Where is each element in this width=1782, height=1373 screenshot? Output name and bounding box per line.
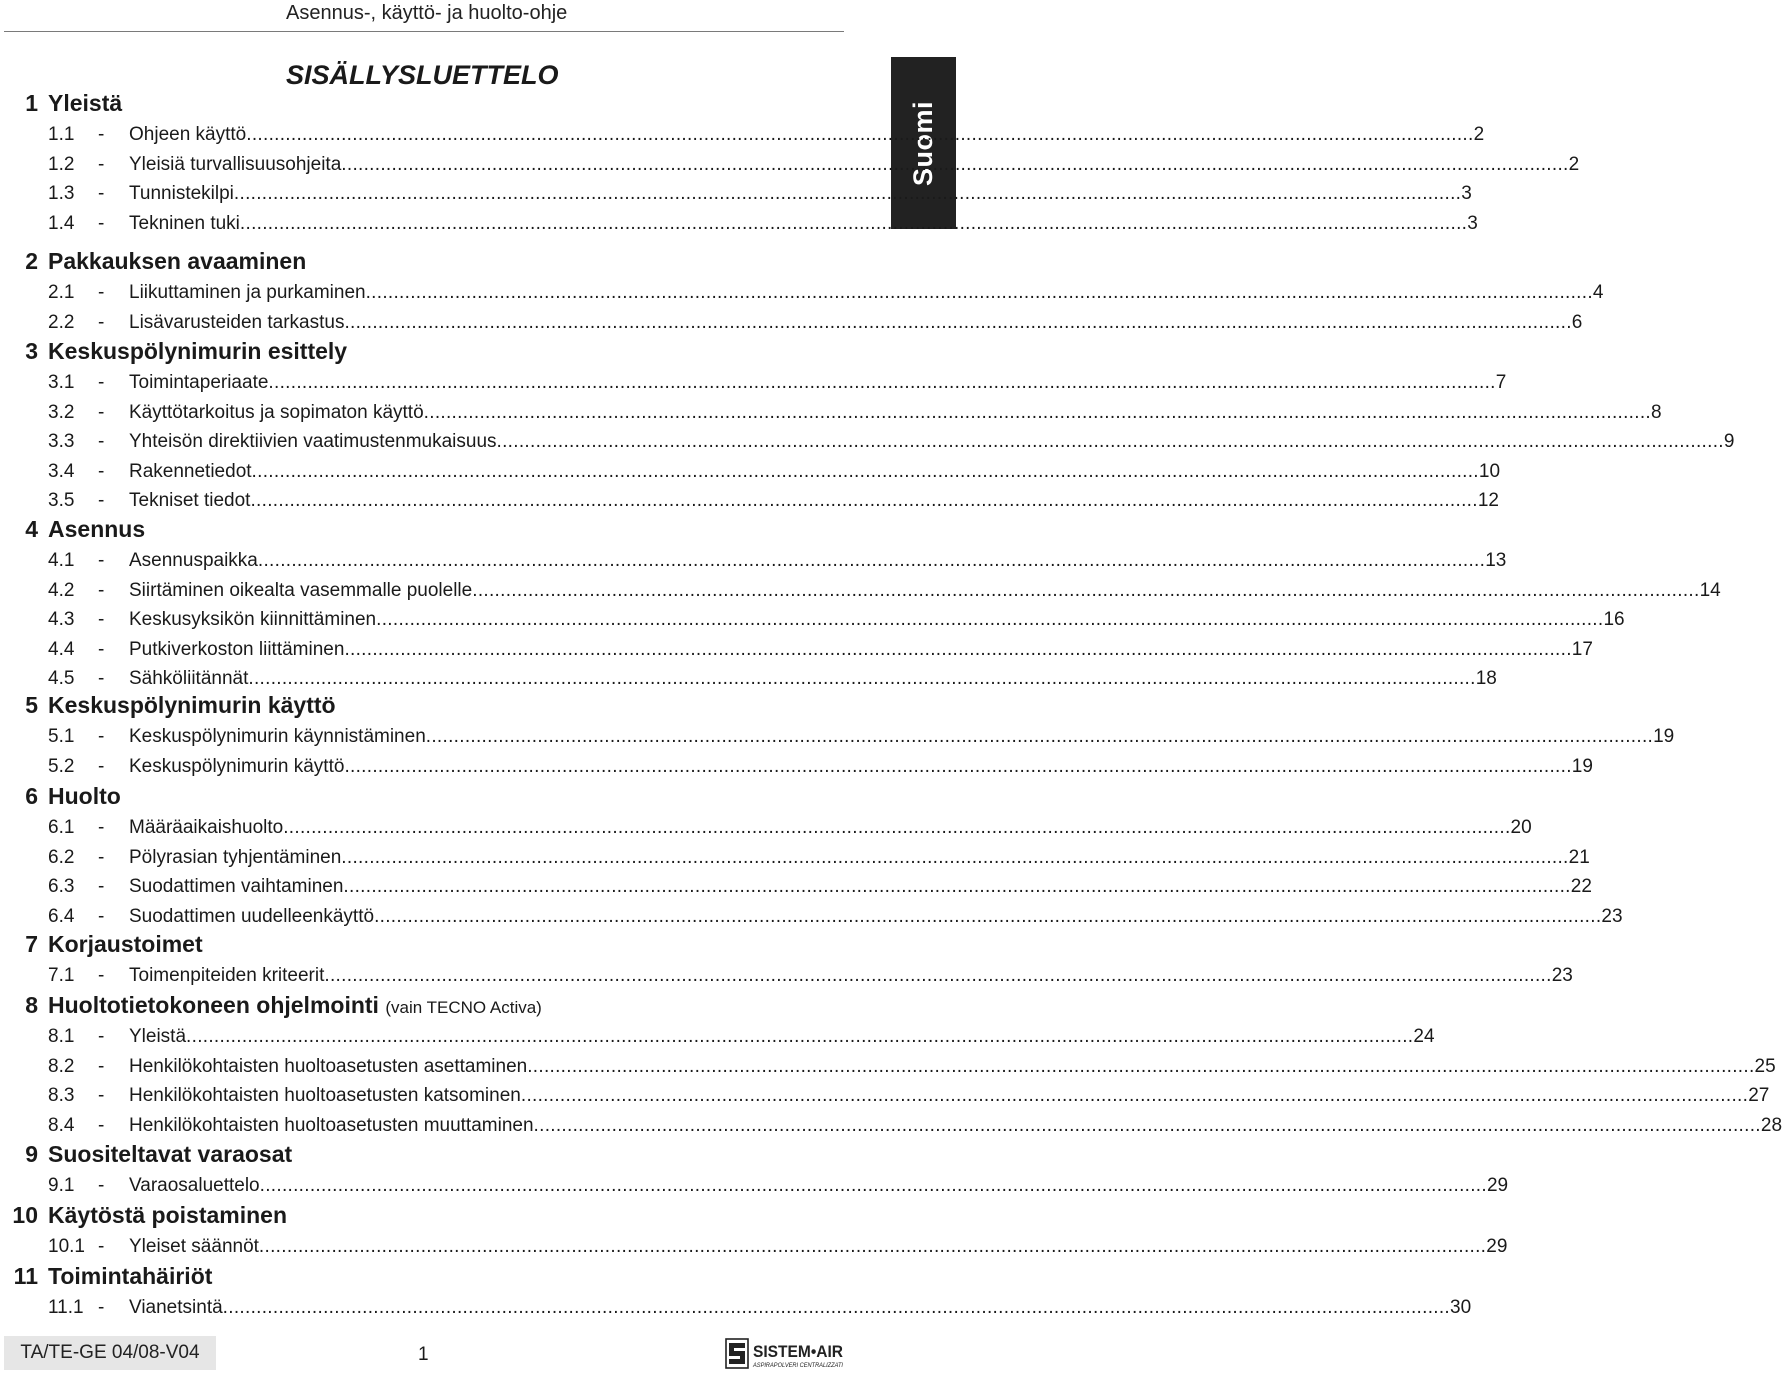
- toc-entry[interactable]: [0, 461, 1501, 489]
- entry-number: 8.3: [48, 1085, 75, 1106]
- entry-number: 2.1: [48, 282, 75, 303]
- section-number: 7: [25, 931, 38, 957]
- entry-number: 3.3: [48, 431, 75, 452]
- entry-page-number: 19: [1653, 726, 1675, 747]
- toc-entry[interactable]: [0, 847, 1590, 875]
- entry-line: [129, 1056, 1776, 1078]
- entry-line: [129, 431, 1735, 453]
- entry-dash: -: [98, 282, 105, 303]
- toc-entry[interactable]: [0, 124, 1485, 152]
- toc-entry[interactable]: [0, 213, 1478, 241]
- entry-line: [129, 580, 1721, 602]
- entry-title: Suodattimen uudelleenkäyttö: [129, 906, 375, 927]
- entry-page-number: 23: [1551, 965, 1573, 986]
- language-tab-label: Suomi: [908, 100, 939, 186]
- toc-entry[interactable]: [0, 1297, 1472, 1325]
- entry-line: [129, 461, 1501, 483]
- entry-dash: -: [98, 876, 105, 897]
- entry-page-number: 17: [1571, 639, 1593, 660]
- entry-dash: -: [98, 1175, 105, 1196]
- entry-leader: ............................................................................................................................................................................................................................: [222, 1297, 1451, 1318]
- entry-line: [129, 965, 1573, 987]
- entry-number: 4.4: [48, 639, 75, 660]
- section-number: 11: [13, 1263, 38, 1289]
- entry-page-number: 21: [1568, 847, 1590, 868]
- toc-entry[interactable]: [0, 183, 1472, 211]
- entry-number: 7.1: [48, 965, 75, 986]
- entry-page-number: 28: [1760, 1115, 1782, 1136]
- entry-number: 1.1: [48, 124, 75, 145]
- page-number: 1: [418, 1344, 429, 1365]
- entry-title: Tunnistekilpi: [129, 183, 234, 204]
- entry-leader: ............................................................................................................................................................................................................................: [344, 312, 1572, 333]
- entry-page-number: 23: [1601, 906, 1623, 927]
- toc-entry[interactable]: [0, 817, 1532, 845]
- entry-leader: ............................................................................................................................................................................................................................: [186, 1026, 1414, 1047]
- entry-dash: -: [98, 639, 105, 660]
- section-number: 5: [25, 692, 38, 718]
- section-number: 8: [25, 992, 38, 1018]
- entry-leader: ............................................................................................................................................................................................................................: [248, 668, 1476, 689]
- section-number: 10: [12, 1202, 38, 1228]
- entry-leader: ............................................................................................................................................................................................................................: [341, 154, 1569, 175]
- entry-title: Asennuspaikka: [129, 550, 258, 571]
- toc-entry[interactable]: [0, 282, 1604, 310]
- entry-dash: -: [98, 1115, 105, 1136]
- entry-page-number: 3: [1461, 183, 1472, 204]
- entry-title: Pölyrasian tyhjentäminen: [129, 847, 342, 868]
- section-title: [48, 1141, 292, 1168]
- section-title: [48, 90, 122, 117]
- toc-entry[interactable]: [0, 490, 1499, 518]
- entry-leader: ............................................................................................................................................................................................................................: [344, 639, 1572, 660]
- entry-dash: -: [98, 1085, 105, 1106]
- entry-leader: ............................................................................................................................................................................................................................: [520, 1085, 1749, 1106]
- entry-leader: ............................................................................................................................................................................................................................: [246, 124, 1474, 145]
- section-title: [48, 338, 347, 365]
- entry-dash: -: [98, 668, 105, 689]
- entry-title: Henkilökohtaisten huoltoasetusten muuttaminen: [129, 1115, 534, 1136]
- entry-page-number: 13: [1485, 550, 1507, 571]
- section-title: [48, 516, 145, 543]
- entry-leader: ............................................................................................................................................................................................................................: [527, 1056, 1755, 1077]
- section-note: (vain TECNO Activa): [385, 998, 542, 1017]
- entry-title: Yhteisön direktiivien vaatimustenmukaisuus: [129, 431, 497, 452]
- header-title: Asennus-, käyttö- ja huolto-ohje: [286, 2, 568, 24]
- entry-line: [129, 639, 1593, 661]
- toc-entry[interactable]: [0, 372, 1507, 400]
- entry-line: [129, 906, 1623, 928]
- sistemair-logo: [725, 1337, 845, 1370]
- toc-entry[interactable]: [0, 639, 1593, 667]
- entry-number: 6.1: [48, 817, 75, 838]
- entry-page-number: 7: [1495, 372, 1507, 393]
- entry-number: 4.5: [48, 668, 75, 689]
- toc-entry[interactable]: [0, 312, 1583, 340]
- entry-page-number: 30: [1450, 1297, 1472, 1318]
- section-title: [48, 783, 121, 810]
- entry-line: [129, 847, 1590, 869]
- entry-title: Tekniset tiedot: [129, 490, 251, 511]
- toc-entry[interactable]: [0, 726, 1675, 754]
- entry-title: Tekninen tuki: [129, 213, 240, 234]
- entry-dash: -: [98, 372, 105, 393]
- entry-number: 9.1: [48, 1175, 75, 1196]
- entry-leader: ............................................................................................................................................................................................................................: [233, 183, 1462, 204]
- entry-dash: -: [98, 1026, 105, 1047]
- entry-line: [129, 756, 1593, 778]
- toc-entry[interactable]: [0, 609, 1625, 637]
- entry-leader: ............................................................................................................................................................................................................................: [324, 965, 1552, 986]
- entry-leader: ............................................................................................................................................................................................................................: [250, 490, 1478, 511]
- toc-entry[interactable]: [0, 431, 1735, 459]
- entry-line: [129, 490, 1499, 512]
- entry-title: Ohjeen käyttö: [129, 124, 247, 145]
- entry-page-number: 8: [1651, 402, 1662, 423]
- entry-title: Rakennetiedot: [129, 461, 252, 482]
- entry-dash: -: [98, 580, 105, 601]
- entry-page-number: 19: [1571, 756, 1593, 777]
- logo-mark-icon: [726, 1339, 748, 1368]
- entry-leader: ............................................................................................................................................................................................................................: [365, 282, 1593, 303]
- entry-page-number: 25: [1754, 1056, 1776, 1077]
- toc-entry[interactable]: [0, 1085, 1770, 1113]
- entry-title: Siirtäminen oikealta vasemmalle puolelle: [129, 580, 473, 601]
- entry-line: [129, 1026, 1435, 1048]
- entry-leader: ............................................................................................................................................................................................................................: [341, 847, 1569, 868]
- entry-number: 4.3: [48, 609, 75, 630]
- entry-number: 6.4: [48, 906, 75, 927]
- entry-page-number: 9: [1723, 431, 1735, 452]
- entry-page-number: 18: [1475, 668, 1497, 689]
- entry-title: Yleisiä turvallisuusohjeita: [129, 154, 342, 175]
- entry-title: Yleiset säännöt: [129, 1236, 259, 1257]
- toc-entry[interactable]: [0, 1056, 1776, 1084]
- entry-line: [129, 154, 1580, 176]
- entry-leader: ............................................................................................................................................................................................................................: [343, 876, 1571, 897]
- entry-title: Toimintaperiaate: [129, 372, 269, 393]
- section-title: [48, 992, 542, 1019]
- section-title: [48, 1202, 287, 1229]
- entry-dash: -: [98, 550, 105, 571]
- section-title-text: Suositeltavat varaosat: [48, 1141, 293, 1167]
- toc-entry[interactable]: [0, 906, 1623, 934]
- entry-page-number: 24: [1413, 1026, 1435, 1047]
- entry-number: 4.1: [48, 550, 75, 571]
- entry-line: [129, 876, 1592, 898]
- entry-title: Vianetsintä: [129, 1297, 223, 1318]
- entry-leader: ............................................................................................................................................................................................................................: [374, 906, 1602, 927]
- entry-leader: ............................................................................................................................................................................................................................: [533, 1115, 1761, 1136]
- entry-page-number: 3: [1467, 213, 1478, 234]
- entry-number: 6.2: [48, 847, 75, 868]
- section-title-text: Käytöstä poistaminen: [48, 1202, 287, 1228]
- entry-line: [129, 817, 1532, 839]
- entry-page-number: 27: [1748, 1085, 1770, 1106]
- entry-dash: -: [98, 312, 105, 333]
- entry-line: [129, 124, 1485, 146]
- section-number: 1: [25, 90, 38, 116]
- entry-dash: -: [98, 402, 105, 423]
- entry-leader: ............................................................................................................................................................................................................................: [344, 756, 1572, 777]
- entry-line: [129, 668, 1497, 690]
- entry-dash: -: [98, 490, 105, 511]
- entry-leader: ............................................................................................................................................................................................................................: [283, 817, 1511, 838]
- entry-number: 3.2: [48, 402, 75, 423]
- entry-title: Yleistä: [129, 1026, 187, 1047]
- entry-dash: -: [98, 817, 105, 838]
- entry-number: 5.1: [48, 726, 75, 747]
- entry-line: [129, 1297, 1472, 1319]
- section-title-text: Keskuspölynimurin esittely: [48, 338, 348, 364]
- entry-dash: -: [98, 461, 105, 482]
- entry-dash: -: [98, 726, 105, 747]
- entry-leader: ............................................................................................................................................................................................................................: [258, 1236, 1487, 1257]
- entry-title: Määräaikaishuolto: [129, 817, 284, 838]
- entry-title: Sähköliitännät: [129, 668, 249, 689]
- entry-title: Keskuspölynimurin käyttö: [129, 756, 345, 777]
- section-title: [48, 248, 306, 275]
- section-title-text: Huolto: [48, 783, 121, 809]
- entry-dash: -: [98, 1297, 105, 1318]
- toc-entry[interactable]: [0, 1115, 1782, 1143]
- entry-line: [129, 1085, 1770, 1107]
- entry-line: [129, 609, 1625, 631]
- section-title-text: Asennus: [48, 516, 146, 542]
- section-number: 4: [25, 516, 38, 542]
- entry-title: Henkilökohtaisten huoltoasetusten asettaminen: [129, 1056, 528, 1077]
- entry-leader: ............................................................................................................................................................................................................................: [496, 431, 1724, 452]
- entry-line: [129, 372, 1507, 394]
- entry-leader: ............................................................................................................................................................................................................................: [268, 372, 1496, 393]
- entry-title: Toimenpiteiden kriteerit: [129, 965, 325, 986]
- toc-entry[interactable]: [0, 1175, 1509, 1203]
- toc-entry[interactable]: [0, 965, 1573, 993]
- entry-page-number: 14: [1699, 580, 1721, 601]
- entry-leader: ............................................................................................................................................................................................................................: [425, 726, 1654, 747]
- entry-number: 3.5: [48, 490, 75, 511]
- entry-dash: -: [98, 183, 105, 204]
- entry-line: [129, 1115, 1782, 1137]
- toc-entry[interactable]: [0, 154, 1580, 182]
- entry-dash: -: [98, 154, 105, 175]
- entry-line: [129, 726, 1675, 748]
- section-number: 3: [25, 338, 38, 364]
- entry-page-number: 2: [1568, 154, 1580, 175]
- toc-entry[interactable]: [0, 1026, 1435, 1054]
- toc-entry[interactable]: [0, 550, 1507, 578]
- entry-page-number: 16: [1603, 609, 1625, 630]
- entry-title: Lisävarusteiden tarkastus: [129, 312, 345, 333]
- section-number: 2: [25, 248, 38, 274]
- section-number: 9: [25, 1141, 38, 1167]
- entry-page-number: 10: [1478, 461, 1501, 482]
- entry-dash: -: [98, 756, 105, 777]
- entry-number: 8.4: [48, 1115, 75, 1136]
- entry-number: 5.2: [48, 756, 75, 777]
- entry-leader: ............................................................................................................................................................................................................................: [472, 580, 1700, 601]
- entry-dash: -: [98, 431, 105, 452]
- entry-dash: -: [98, 847, 105, 868]
- entry-page-number: 6: [1571, 312, 1583, 333]
- entry-page-number: 22: [1570, 876, 1592, 897]
- toc-entry[interactable]: [0, 1236, 1508, 1264]
- section-title-text: Toimintahäiriöt: [48, 1263, 213, 1289]
- entry-dash: -: [98, 1056, 105, 1077]
- entry-leader: ............................................................................................................................................................................................................................: [423, 402, 1651, 423]
- entry-line: [129, 1175, 1509, 1197]
- toc-entry[interactable]: [0, 402, 1662, 430]
- section-title: [48, 931, 203, 958]
- entry-number: 4.2: [48, 580, 75, 601]
- entry-number: 3.1: [48, 372, 75, 393]
- section-title-text: Keskuspölynimurin käyttö: [48, 692, 336, 718]
- entry-dash: -: [98, 213, 105, 234]
- entry-number: 3.4: [48, 461, 75, 482]
- entry-number: 11.1: [48, 1297, 84, 1318]
- logo-tagline: ASPIRAPOLVERI CENTRALIZZATI: [752, 1363, 844, 1369]
- entry-line: [129, 550, 1507, 572]
- entry-number: 10.1: [48, 1236, 85, 1257]
- section-title-text: Pakkauksen avaaminen: [48, 248, 307, 274]
- entry-title: Suodattimen vaihtaminen: [129, 876, 344, 897]
- entry-line: [129, 213, 1478, 235]
- section-title-text: Huoltotietokoneen ohjelmointi: [48, 992, 379, 1018]
- section-title: [48, 692, 336, 719]
- entry-title: Käyttötarkoitus ja sopimaton käyttö: [129, 402, 424, 423]
- toc-title: SISÄLLYSLUETTELO: [286, 60, 559, 90]
- entry-page-number: 2: [1473, 124, 1485, 145]
- entry-line: [129, 1236, 1508, 1258]
- entry-leader: ............................................................................................................................................................................................................................: [259, 1175, 1487, 1196]
- footer-document-code: TA/TE-GE 04/08-V04: [4, 1336, 216, 1370]
- toc-entry[interactable]: [0, 580, 1721, 608]
- entry-line: [129, 183, 1472, 205]
- entry-title: Henkilökohtaisten huoltoasetusten katsominen: [129, 1085, 521, 1106]
- entry-number: 8.2: [48, 1056, 75, 1077]
- entry-number: 1.2: [48, 154, 75, 175]
- entry-dash: -: [98, 965, 105, 986]
- entry-number: 6.3: [48, 876, 75, 897]
- entry-dash: -: [98, 124, 105, 145]
- entry-leader: ............................................................................................................................................................................................................................: [376, 609, 1604, 630]
- entry-title: Putkiverkoston liittäminen: [129, 639, 345, 660]
- entry-title: Keskuspölynimurin käynnistäminen: [129, 726, 426, 747]
- entry-dash: -: [98, 609, 105, 630]
- entry-leader: ............................................................................................................................................................................................................................: [251, 461, 1479, 482]
- entry-dash: -: [98, 1236, 105, 1257]
- toc-entry[interactable]: [0, 876, 1592, 904]
- section-number: 6: [25, 783, 38, 809]
- entry-number: 1.4: [48, 213, 75, 234]
- entry-line: [129, 312, 1583, 334]
- section-title-text: Yleistä: [48, 90, 123, 116]
- section-title: [48, 1263, 212, 1290]
- entry-title: Liikuttaminen ja purkaminen: [129, 282, 366, 303]
- entry-dash: -: [98, 906, 105, 927]
- entry-line: [129, 282, 1604, 304]
- entry-number: 8.1: [48, 1026, 75, 1047]
- entry-title: Keskusyksikön kiinnittäminen: [129, 609, 377, 630]
- entry-number: 2.2: [48, 312, 75, 333]
- section-title-text: Korjaustoimet: [48, 931, 203, 957]
- entry-leader: ............................................................................................................................................................................................................................: [239, 213, 1468, 234]
- entry-page-number: 29: [1486, 1236, 1508, 1257]
- logo-wordmark: SISTEM•AIR: [753, 1342, 843, 1361]
- entry-page-number: 12: [1477, 490, 1499, 511]
- entry-page-number: 4: [1592, 282, 1604, 303]
- entry-page-number: 29: [1486, 1175, 1509, 1196]
- entry-leader: ............................................................................................................................................................................................................................: [257, 550, 1486, 571]
- entry-line: [129, 402, 1662, 424]
- entry-number: 1.3: [48, 183, 75, 204]
- entry-page-number: 20: [1510, 817, 1532, 838]
- entry-title: Varaosaluettelo: [129, 1175, 260, 1196]
- toc-entry[interactable]: [0, 756, 1593, 784]
